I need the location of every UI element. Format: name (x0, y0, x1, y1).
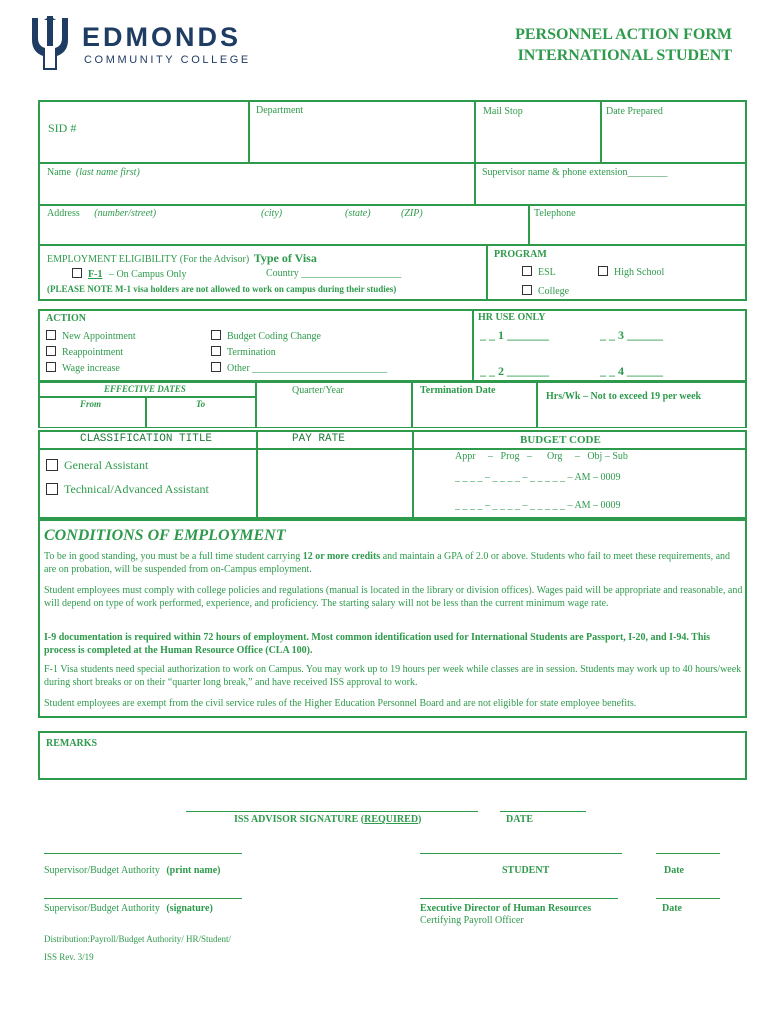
to-field[interactable]: To (196, 399, 206, 409)
termination-date-field[interactable]: Termination Date (420, 385, 496, 396)
reappointment-option[interactable]: Reappointment (46, 346, 123, 358)
wage-increase-checkbox[interactable] (46, 362, 56, 372)
type-of-visa-label: Type of Visa (253, 251, 317, 265)
address-city-hint: (city) (261, 208, 283, 219)
iss-advisor-signature-line[interactable] (186, 811, 478, 812)
hr-field-2[interactable]: _ _ 2 _______ (480, 364, 549, 378)
student-date-line[interactable] (656, 853, 720, 854)
exec-director-signature-line[interactable] (420, 898, 618, 899)
quarter-year-field[interactable]: Quarter/Year (292, 385, 344, 396)
termination-checkbox[interactable] (211, 346, 221, 356)
hr-field-3[interactable]: _ _ 3 ______ (600, 328, 663, 342)
conditions-paragraph-5: Student employees are exempt from the civil service rules of the Higher Education Personnel Board and are not eligible for state employee benefits. (44, 698, 637, 709)
budget-coding-change-checkbox[interactable] (211, 330, 221, 340)
college-checkbox[interactable] (522, 285, 532, 295)
revision-text: ISS Rev. 3/19 (44, 952, 94, 962)
f1-checkbox[interactable] (72, 268, 82, 278)
address-label: Address (47, 208, 80, 219)
conditions-paragraph-3: I-9 documentation is required within 72 hours of employment. Most common identification used for International Students are Passport, I-20, and I-94. This process is completed at the Human Resource Office (CLA 100). (44, 632, 711, 656)
iss-date-label: DATE (506, 814, 534, 825)
hr-use-only-label: HR USE ONLY (478, 312, 546, 323)
budget-coding-change-option[interactable]: Budget Coding Change (211, 330, 321, 342)
other-checkbox[interactable] (211, 362, 221, 372)
country-field[interactable]: Country ____________________ (266, 268, 402, 279)
student-date-label: Date (664, 865, 684, 876)
hrs-wk-field[interactable]: Hrs/Wk – Not to exceed 19 per week (546, 391, 702, 402)
wage-increase-option[interactable]: Wage increase (46, 362, 120, 374)
budget-code-line-1[interactable]: _ _ _ _ – _ _ _ _ – _ _ _ _ _ – AM – 0009 (455, 472, 621, 483)
conditions-paragraph-4: F-1 Visa students need special authorization to work on Campus. You may work up to 19 hours per week while classes are in session. Students may work up to 40 hours/week during short breaks or on their “quarter long break,” and have received ISS approval to work. (44, 664, 742, 688)
from-field[interactable]: From (80, 399, 102, 409)
logo-subtitle: COMMUNITY COLLEGE (84, 54, 251, 66)
supervisor-print-line[interactable] (44, 853, 242, 854)
address-state-hint: (state) (345, 208, 371, 219)
general-assistant-option[interactable]: General Assistant (46, 458, 148, 473)
sid-field[interactable]: SID # (48, 121, 77, 135)
esl-checkbox[interactable] (522, 266, 532, 276)
pay-rate-header: PAY RATE (292, 433, 345, 445)
remarks-label: REMARKS (46, 738, 98, 749)
supervisor-field[interactable]: Supervisor name & phone extension________ (482, 167, 668, 178)
termination-option[interactable]: Termination (211, 346, 276, 358)
remarks-box[interactable] (38, 731, 747, 780)
technical-assistant-checkbox[interactable] (46, 483, 58, 495)
conditions-paragraph-1: To be in good standing, you must be a full time student carrying 12 or more credits and maintain a GPA of 2.0 or above. Students who fail to meet these requirements, and are on probation, will be suspended from on-Campus employment. (44, 551, 731, 575)
form-title-line1: PERSONNEL ACTION FORM (515, 26, 732, 43)
action-title: ACTION (46, 313, 87, 324)
new-appointment-checkbox[interactable] (46, 330, 56, 340)
college-option[interactable]: College (522, 285, 569, 297)
name-label: Name (47, 167, 71, 178)
budget-code-line-2[interactable]: _ _ _ _ – _ _ _ _ – _ _ _ _ _ – AM – 0009 (455, 500, 621, 511)
exec-director-label: Executive Director of Human Resources (420, 903, 592, 914)
mail-stop-field[interactable]: Mail Stop (483, 106, 523, 117)
supervisor-signature-label: Supervisor/Budget Authority (signature) (44, 903, 213, 914)
conditions-title: CONDITIONS OF EMPLOYMENT (44, 527, 286, 544)
distribution-text: Distribution:Payroll/Budget Authority/ HR/Student/ (44, 934, 232, 944)
classification-title-header: CLASSIFICATION TITLE (80, 433, 213, 445)
budget-code-columns: Appr – Prog – Org – Obj – Sub (455, 451, 628, 462)
address-field[interactable] (47, 208, 156, 219)
other-option[interactable]: Other ___________________________ (211, 362, 387, 374)
hrs-wk-box (537, 382, 747, 428)
college-logo (28, 16, 268, 72)
date-prepared-field[interactable]: Date Prepared (606, 106, 663, 117)
technical-assistant-option[interactable]: Technical/Advanced Assistant (46, 482, 209, 497)
eligibility-label: EMPLOYMENT ELIGIBILITY (For the Advisor) Type of Visa (47, 251, 317, 265)
address-zip-hint: (ZIP) (401, 208, 423, 219)
name-hint: (last name first) (75, 167, 140, 178)
student-label: STUDENT (502, 865, 550, 876)
program-label: PROGRAM (494, 249, 547, 260)
budget-code-header: BUDGET CODE (520, 434, 601, 446)
iss-advisor-signature-label: ISS ADVISOR SIGNATURE (REQUIRED) (234, 814, 422, 825)
hr-field-4[interactable]: _ _ 4 ______ (600, 364, 663, 378)
supervisor-print-label: Supervisor/Budget Authority (print name) (44, 865, 221, 876)
f1-option[interactable]: F-1 – On Campus Only (72, 268, 186, 280)
conditions-paragraph-2: Student employees must comply with college policies and regulations (manual is located in the library or division offices). Wages paid will be appropriate and reasonable, and will depend on type of work performed, experience, and proficiency. The starting salary will not be less than the current minimum wage rate. (44, 585, 743, 609)
form-title-line2: INTERNATIONAL STUDENT (517, 47, 732, 64)
telephone-field[interactable]: Telephone (534, 208, 576, 219)
student-signature-line[interactable] (420, 853, 622, 854)
exec-date-label: Date (662, 903, 682, 914)
department-field[interactable]: Department (256, 105, 304, 116)
new-appointment-option[interactable]: New Appointment (46, 330, 136, 342)
address-street-hint: (number/street) (94, 208, 157, 219)
iss-date-line[interactable] (500, 811, 586, 812)
effective-dates-label: EFFECTIVE DATES (104, 384, 186, 394)
m1-note: (PLEASE NOTE M-1 visa holders are not allowed to work on campus during their studies) (47, 284, 397, 294)
high-school-option[interactable]: High School (598, 266, 664, 278)
exec-date-line[interactable] (656, 898, 720, 899)
reappointment-checkbox[interactable] (46, 346, 56, 356)
certifying-payroll-label: Certifying Payroll Officer (420, 915, 524, 926)
high-school-checkbox[interactable] (598, 266, 608, 276)
supervisor-signature-line[interactable] (44, 898, 242, 899)
logo-name: EDMONDS (82, 22, 242, 52)
trident-icon (28, 16, 72, 70)
esl-option[interactable]: ESL (522, 266, 556, 278)
hr-field-1[interactable]: _ _ 1 _______ (480, 328, 549, 342)
general-assistant-checkbox[interactable] (46, 459, 58, 471)
name-field[interactable] (47, 167, 140, 178)
